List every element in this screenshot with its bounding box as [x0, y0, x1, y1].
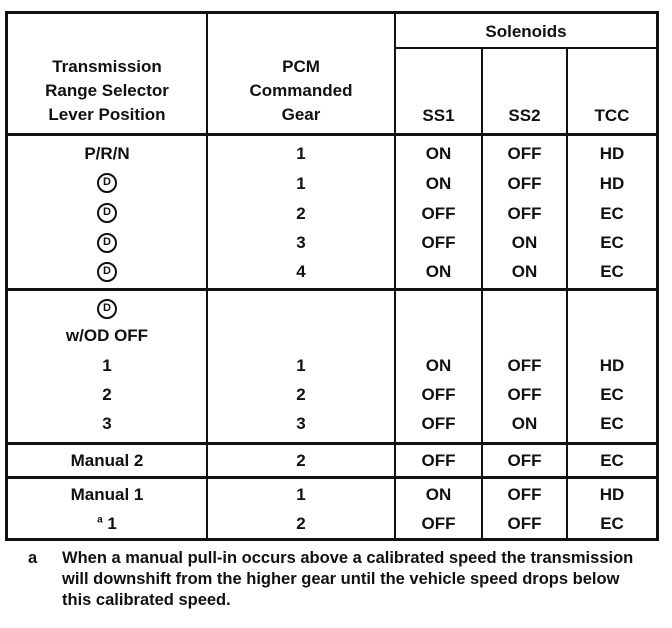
manual1-row-1-ss1: ON	[425, 485, 452, 504]
row-4-gear: 3	[296, 233, 306, 252]
header-ss1: SS1	[422, 106, 455, 125]
od-circle-icon: D	[97, 262, 117, 282]
row-1-gear: 1	[296, 144, 306, 163]
manual1-row-2-gear: 2	[296, 514, 306, 533]
od-off-row-2-gear: 2	[296, 385, 306, 404]
manual2-position: Manual 2	[70, 451, 144, 470]
od-off-row-3-position: 3	[102, 414, 112, 433]
od-circle-icon: D	[97, 299, 117, 319]
od-off-row-1-ss2: OFF	[507, 356, 542, 375]
row-5-ss2: ON	[511, 262, 538, 281]
row-4-ss1: OFF	[421, 233, 456, 252]
od-off-row-2-position: 2	[102, 385, 112, 404]
od-off-row-1-tcc: HD	[599, 356, 625, 375]
row-1-ss1: ON	[425, 144, 452, 163]
table-border-top	[5, 11, 659, 14]
header-position: Transmission Range Selector Lever Position	[45, 57, 169, 124]
manual1-row-2-position	[8, 514, 206, 534]
od-off-row-3-ss2: ON	[511, 414, 538, 433]
row-1-tcc: HD	[599, 144, 625, 163]
manual2-gear: 2	[296, 451, 306, 470]
manual1-row-1-tcc: HD	[599, 485, 625, 504]
od-off-label: w/OD OFF	[65, 326, 149, 345]
manual1-row-2-tcc: EC	[600, 514, 624, 533]
header-ss2: SS2	[508, 106, 541, 125]
od-off-row-1-gear: 1	[296, 356, 306, 375]
manual1-row-1-ss2: OFF	[507, 485, 542, 504]
row-1-ss2: OFF	[507, 144, 542, 163]
row-1-position: P/R/N	[84, 144, 130, 163]
row-4-ss2: ON	[511, 233, 538, 252]
manual2-tcc: EC	[600, 451, 624, 470]
row-2-ss2: OFF	[507, 174, 542, 193]
od-off-row-2-tcc: EC	[600, 385, 624, 404]
section-separator-3	[5, 476, 659, 479]
table-border-right	[656, 11, 659, 541]
row-2-ss1: ON	[425, 174, 452, 193]
row-3-ss2: OFF	[507, 204, 542, 223]
table-border-bottom	[5, 538, 659, 541]
manual1-row-2-ss1: OFF	[421, 514, 456, 533]
row-2-gear: 1	[296, 174, 306, 193]
header-separator	[5, 133, 659, 136]
header-gear: PCM Commanded Gear	[249, 57, 353, 124]
row-5-tcc: EC	[600, 262, 624, 281]
header-tcc: TCC	[594, 106, 630, 125]
row-4-tcc: EC	[600, 233, 624, 252]
od-off-row-3-ss1: OFF	[421, 414, 456, 433]
od-circle-icon: D	[97, 173, 117, 193]
manual1-row-1-position: Manual 1	[70, 485, 144, 504]
od-off-row-2-ss1: OFF	[421, 385, 456, 404]
section-separator-2	[5, 442, 659, 445]
footnote-text: When a manual pull-in occurs above a calibrated speed the transmission will downshift from the higher gear until the vehicle speed drops below this calibrated speed.	[62, 549, 634, 609]
row-3-tcc: EC	[600, 204, 624, 223]
solenoids-underline	[394, 47, 659, 49]
manual1-row-2-position-value: 1	[107, 514, 117, 533]
od-off-row-2-ss2: OFF	[507, 385, 542, 404]
od-circle-icon: D	[97, 233, 117, 253]
od-off-row-3-gear: 3	[296, 414, 306, 433]
footnote-letter: a	[28, 549, 38, 567]
footnote-marker: a	[97, 514, 103, 526]
header-solenoids: Solenoids	[485, 22, 567, 41]
od-off-row-3-tcc: EC	[600, 414, 624, 433]
od-off-row-1-ss1: ON	[425, 356, 452, 375]
row-2-tcc: HD	[599, 174, 625, 193]
row-3-gear: 2	[296, 204, 306, 223]
manual2-ss1: OFF	[421, 451, 456, 470]
section-separator-1	[5, 288, 659, 291]
od-off-row-1-position: 1	[102, 356, 112, 375]
manual2-ss2: OFF	[507, 451, 542, 470]
row-5-ss1: ON	[425, 262, 452, 281]
manual1-row-1-gear: 1	[296, 485, 306, 504]
od-circle-icon: D	[97, 203, 117, 223]
row-3-ss1: OFF	[421, 204, 456, 223]
row-5-gear: 4	[296, 262, 306, 281]
manual1-row-2-ss2: OFF	[507, 514, 542, 533]
